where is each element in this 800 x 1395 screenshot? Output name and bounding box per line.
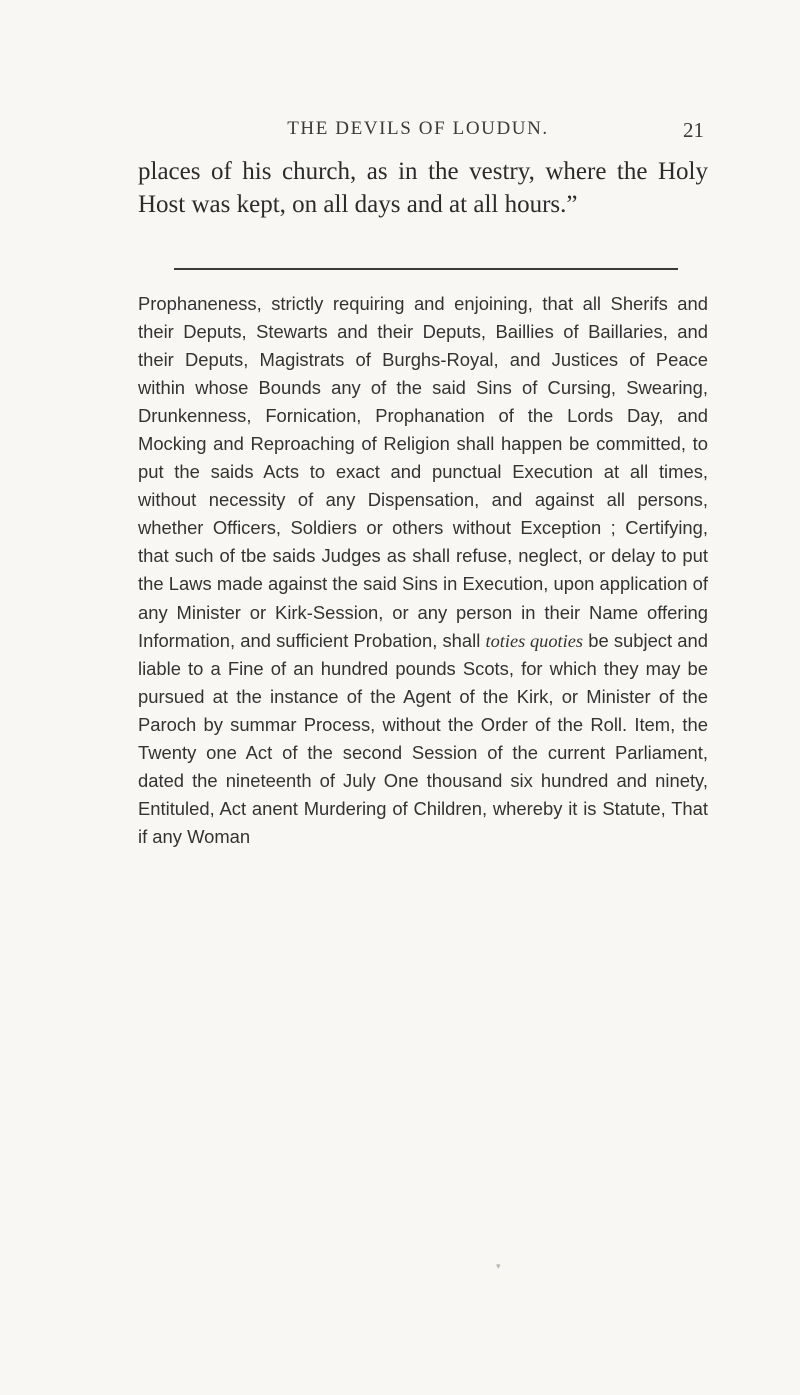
section-divider-rule: [174, 268, 678, 270]
running-title: THE DEVILS OF LOUDUN.: [287, 118, 549, 139]
act-italic-phrase: toties quoties: [485, 630, 584, 651]
running-head: [0, 118, 800, 148]
ink-speck: ▾: [496, 1262, 501, 1272]
act-text-part-1: Prophaneness, strictly requiring and enjoining, that all Sherifs and their Deputs, Stewarts and their Deputs, Baillies of Baillaries, and their Deputs, Magistrats of Burghs-Royal, and Justices of Peace within whose Bounds any of the said Sins of Cursing, Swearing, Drunkenness, Fornication, Prophanation of the Lords Day, and Mocking and Reproaching of Religion shall happen be committed, to put the saids Acts to exact and punctual Execution at all times, without necessity of any Dispensation, and against all persons, whether Officers, Soldiers or others without Exception ; Certifying, that such of tbe saids Judges as shall refuse, neglect, or delay to put the Laws made against the said Sins in Execution, upon application of any Minister or Kirk-Session, or any person in their Name offering Information, and sufficient Probation, shall: [138, 293, 708, 651]
act-paragraph: [138, 290, 708, 851]
quotation-paragraph: places of his church, as in the vestry, where the Holy Host was kept, on all days and at all hours.”: [138, 158, 708, 218]
act-text-part-2: be subject and liable to a Fine of an hundred pounds Scots, for which they may be pursued at the instance of the Agent of the Kirk, or Minister of the Paroch by summar Process, without the Order of the Roll. Item, the Twenty one Act of the second Session of the current Parliament, dated the nineteenth of July One thousand six hundred and ninety, Entituled, Act anent Murdering of Children, whereby it is Statute, That if any Woman: [138, 629, 708, 847]
page-number: 21: [683, 118, 704, 142]
